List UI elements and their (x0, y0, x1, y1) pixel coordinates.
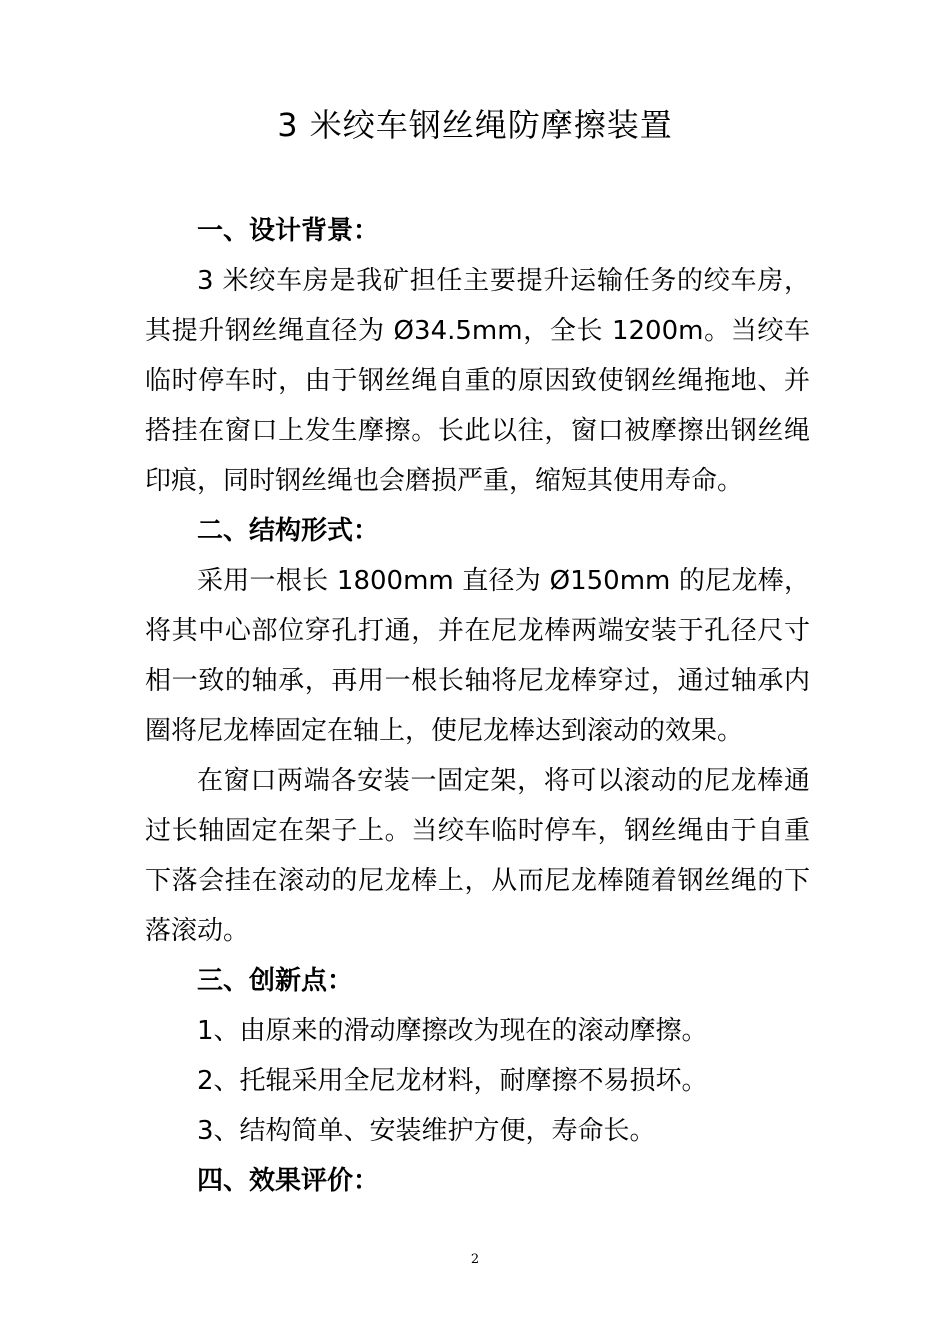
paragraph-background: 3 米绞车房是我矿担任主要提升运输任务的绞车房，其提升钢丝绳直径为 Ø34.5mm，全长 1200m。当绞车临时停车时，由于钢丝绳自重的原因致使钢丝绳拖地、并搭挂在窗口上发生摩擦。长此以往，窗口被摩擦出钢丝绳印痕，同时钢丝绳也会磨损严重，缩短其使用寿命。 (145, 266, 810, 496)
innovation-item-3: 3、结构简单、安装维护方便，寿命长。 (197, 1116, 656, 1146)
section-heading-structure: 二、结构形式： (197, 516, 380, 546)
paragraph-structure-2: 在窗口两端各安装一固定架，将可以滚动的尼龙棒通过长轴固定在架子上。当绞车临时停车，钢丝绳由于自重下落会挂在滚动的尼龙棒上，从而尼龙棒随着钢丝绳的下落滚动。 (145, 766, 810, 946)
section-heading-evaluation: 四、效果评价： (197, 1166, 380, 1196)
innovation-item-2: 2、托辊采用全尼龙材料，耐摩擦不易损坏。 (197, 1066, 708, 1096)
section-heading-background: 一、设计背景： (197, 216, 380, 246)
innovation-item-1: 1、由原来的滑动摩擦改为现在的滚动摩擦。 (197, 1016, 708, 1046)
section-heading-innovation: 三、创新点： (197, 966, 354, 996)
paragraph-structure-1: 采用一根长 1800mm 直径为 Ø150mm 的尼龙棒，将其中心部位穿孔打通，并在尼龙棒两端安装于孔径尺寸相一致的轴承，再用一根长轴将尼龙棒穿过，通过轴承内圈将尼龙棒固定在轴上，使尼龙棒达到滚动的效果。 (145, 566, 810, 746)
document-body (145, 206, 810, 1206)
document-title: 3 米绞车钢丝绳防摩擦装置 (277, 106, 673, 144)
page-number: 2 (470, 1252, 480, 1267)
